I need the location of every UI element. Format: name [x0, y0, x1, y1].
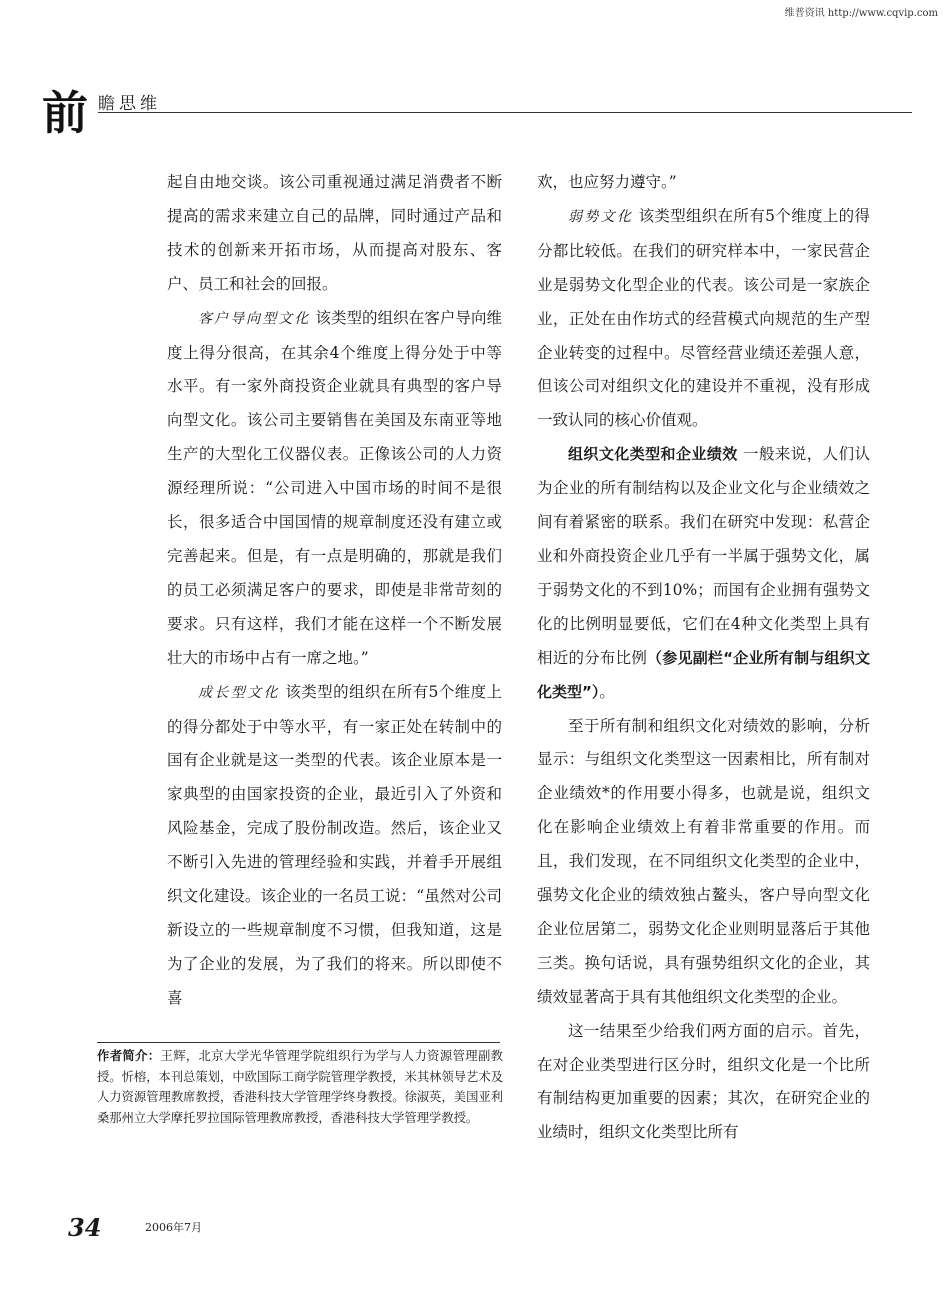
watermark: 维普资讯 http://www.cqvip.com — [784, 8, 938, 19]
section-title-small: 瞻思维 — [98, 94, 161, 114]
paragraph-text: 一般来说，人们认为企业的所有制结构以及企业文化与企业绩效之间有着紧密的联系。我们在研究中发现：私营企业和外商投资企业几乎有一半属于强势文化，属于弱势文化的不到10%；而国有企业拥有强势文化的比例明显要低，它们在4种文化类型上具有相近的分布比例 — [537, 445, 870, 667]
paragraph: 欢，也应努力遵守。” — [537, 173, 677, 191]
page-number: 34 — [68, 1213, 102, 1242]
sidebar-reference: （参见副栏“企业所有制与组织文化类型”） — [537, 648, 870, 701]
paragraph: 至于所有制和组织文化对绩效的影响，分析显示：与组织文化类型这一因素相比，所有制对企业绩效*的作用要小得多，也就是说，组织文化在影响企业绩效上有着非常重要的作用。而且，我们发现，在不同组织文化类型的企业中，强势文化企业的绩效独占鳌头，客户导向型文化企业位居第二，弱势文化企业则明显落后于其他三类。换句话说，具有强势组织文化的企业，其绩效显著高于具有其他组织文化类型的企业。 — [537, 716, 870, 1006]
paragraph-text: 该类型组织在所有5个维度上的得分都比较低。在我们的研究样本中，一家民营企业是弱势文化型企业的代表。该公司是一家族企业，正处在由作坊式的经营模式向规范的生产型企业转变的过程中。尽管经营业绩还差强人意，但该公司对组织文化的建设并不重视，没有形成一致认同的核心价值观。 — [537, 206, 870, 430]
paragraph — [167, 302, 502, 676]
paragraph — [537, 438, 870, 709]
keyword-heading: 弱势文化 — [568, 208, 634, 225]
section-title-big-char: 前 — [42, 86, 88, 140]
section-heading: 组织文化类型和企业绩效 — [568, 445, 738, 464]
paragraph-text: 该类型的组织在客户导向维度上得分很高，在其余4个维度上得分处于中等水平。有一家外商投资企业就具有典型的客户导向型文化。该公司主要销售在美国及东南亚等地生产的大型化工仪器仪表。正像该公司的人力资源经理所说：“公司进入中国市场的时间不是很长，很多适合中国国情的规章制度还没有建立或完善起来。但是，有一点是明确的，那就是我们的员工必须满足客户的要求，即使是非常苛刻的要求。只有这样，我们才能在这样一个不断发展壮大的市场中占有一席之地。” — [167, 308, 503, 667]
section-header — [42, 88, 912, 138]
right-column — [537, 166, 870, 1150]
issue-date: 2006年7月 — [145, 1221, 202, 1234]
bio-text: 王辉，北京大学光华管理学院组织行为学与人力资源管理副教授。忻榕，本刊总策划，中欧国际工商学院管理学教授，米其林领导艺术及人力资源管理教席教授，香港科技大学管理学终身教授。徐淑英，美国亚利桑那州立大学摩托罗拉国际管理教席教授，香港科技大学管理学教授。 — [97, 1049, 503, 1125]
paragraph-text: 该类型的组织在所有5个维度上的得分都处于中等水平，有一家正处在转制中的国有企业就是这一类型的代表。该企业原本是一家典型的由国家投资的企业，最近引入了外资和风险基金，完成了股份制改造。然后，该企业又不断引入先进的管理经验和实践，并着手开展组织文化建设。该企业的一名员工说：“虽然对公司新设立的一些规章制度不习惯，但我知道，这是为了企业的发展，为了我们的将来。所以即使不喜 — [167, 682, 502, 1007]
header-rule — [98, 112, 912, 113]
bio-label: 作者简介： — [97, 1049, 161, 1063]
paragraph — [167, 676, 502, 1016]
keyword-heading: 客户导向型文化 — [198, 310, 311, 327]
author-bio — [97, 1046, 503, 1128]
bio-rule — [97, 1042, 500, 1043]
keyword-heading: 成长型文化 — [198, 684, 281, 701]
paragraph: 起自由地交谈。该公司重视通过满足消费者不断提高的需求来建立自己的品牌，同时通过产品和技术的创新来开拓市场，从而提高对股东、客户、员工和社会的回报。 — [167, 173, 502, 293]
paragraph — [537, 200, 870, 438]
left-column — [167, 166, 502, 1016]
paragraph-text: 。 — [599, 682, 615, 701]
paragraph: 这一结果至少给我们两方面的启示。首先，在对企业类型进行区分时，组织文化是一个比所有制结构更加重要的因素；其次，在研究企业的业绩时，组织文化类型比所有 — [537, 1021, 870, 1142]
